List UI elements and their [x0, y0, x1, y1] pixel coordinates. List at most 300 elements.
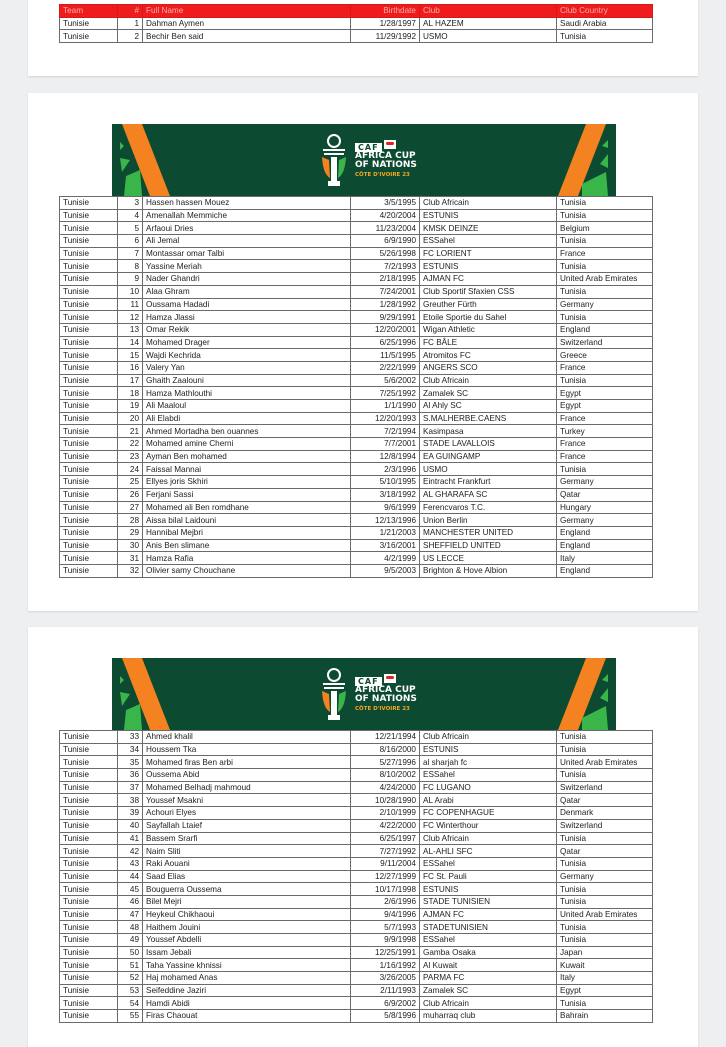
cell-number: 48 [118, 921, 143, 934]
cell-team: Tunisie [60, 209, 118, 222]
cell-club: S.MALHERBE.CAENS [420, 412, 557, 425]
cell-birthdate: 7/2/1993 [351, 260, 420, 273]
cell-number: 3 [118, 197, 143, 210]
cell-number: 43 [118, 857, 143, 870]
cell-birthdate: 11/23/2004 [351, 222, 420, 235]
cell-club-country: United Arab Emirates [557, 908, 653, 921]
cell-club-country: Switzerland [557, 781, 653, 794]
table-row [60, 311, 653, 324]
header-team: Team [60, 5, 118, 18]
cell-number: 6 [118, 235, 143, 248]
cell-team: Tunisie [60, 819, 118, 832]
table-row [60, 387, 653, 400]
cell-birthdate: 5/8/1996 [351, 1010, 420, 1023]
cell-team: Tunisie [60, 349, 118, 362]
cell-club-country: Tunisia [557, 743, 653, 756]
cell-club-country: Tunisia [557, 311, 653, 324]
cell-full-name: Ahmed khalil [143, 731, 351, 744]
cell-full-name: Omar Rekik [143, 323, 351, 336]
table-row [60, 564, 653, 577]
cell-club-country: Belgium [557, 222, 653, 235]
cell-birthdate: 1/28/1992 [351, 298, 420, 311]
cell-number: 2 [118, 30, 143, 43]
cell-number: 11 [118, 298, 143, 311]
cell-full-name: Valery Yan [143, 361, 351, 374]
cell-full-name: Haithem Jouini [143, 921, 351, 934]
cell-full-name: Ayman Ben mohamed [143, 450, 351, 463]
cell-club-country: Tunisia [557, 463, 653, 476]
cell-number: 40 [118, 819, 143, 832]
afcon-logo [317, 132, 417, 190]
cell-birthdate: 3/16/2001 [351, 539, 420, 552]
cell-full-name: Ghaith Zaalouni [143, 374, 351, 387]
document-page-2 [28, 93, 698, 611]
cell-full-name: Ali Jemal [143, 235, 351, 248]
cell-club-country: Tunisia [557, 857, 653, 870]
cell-club-country: Tunisia [557, 997, 653, 1010]
cell-birthdate: 2/6/1996 [351, 895, 420, 908]
cell-club: US LECCE [420, 552, 557, 565]
players-table-page-2 [59, 196, 653, 578]
cell-number: 13 [118, 323, 143, 336]
cell-number: 28 [118, 514, 143, 527]
cell-number: 14 [118, 336, 143, 349]
table-row [60, 349, 653, 362]
cell-club: FC LORIENT [420, 247, 557, 260]
cell-team: Tunisie [60, 463, 118, 476]
cell-club-country: Hungary [557, 501, 653, 514]
cell-number: 38 [118, 794, 143, 807]
cell-team: Tunisie [60, 336, 118, 349]
cell-club-country: Tunisia [557, 769, 653, 782]
cell-number: 17 [118, 374, 143, 387]
cell-full-name: Achouri Elyes [143, 807, 351, 820]
cell-birthdate: 12/21/1994 [351, 731, 420, 744]
cell-club-country: Tunisia [557, 30, 653, 43]
cell-club: Club Africain [420, 997, 557, 1010]
table-row [60, 400, 653, 413]
cell-club: Club Africain [420, 731, 557, 744]
cell-club-country: France [557, 450, 653, 463]
cell-club: muharraq club [420, 1010, 557, 1023]
cell-number: 20 [118, 412, 143, 425]
cell-team: Tunisie [60, 361, 118, 374]
cell-club: STADE TUNISIEN [420, 895, 557, 908]
cell-team: Tunisie [60, 1010, 118, 1023]
cell-full-name: Raki Aouani [143, 857, 351, 870]
cell-club-country: Egypt [557, 400, 653, 413]
cell-team: Tunisie [60, 514, 118, 527]
cell-team: Tunisie [60, 222, 118, 235]
table-row [60, 361, 653, 374]
table-row [60, 425, 653, 438]
cell-birthdate: 12/25/1991 [351, 946, 420, 959]
table-row [60, 984, 653, 997]
cell-number: 55 [118, 1010, 143, 1023]
logo-subtitle: CÔTE D'IVOIRE 23 [355, 172, 410, 178]
cell-full-name: Bouguerra Oussema [143, 883, 351, 896]
cell-club-country: Tunisia [557, 235, 653, 248]
cell-team: Tunisie [60, 450, 118, 463]
table-row [60, 883, 653, 896]
cell-team: Tunisie [60, 934, 118, 947]
cell-club: USMO [420, 30, 557, 43]
cell-full-name: Seifeddine Jaziri [143, 984, 351, 997]
cell-club-country: Germany [557, 870, 653, 883]
cell-number: 23 [118, 450, 143, 463]
table-row [60, 197, 653, 210]
cell-number: 24 [118, 463, 143, 476]
cell-club-country: Tunisia [557, 209, 653, 222]
cell-team: Tunisie [60, 539, 118, 552]
cell-birthdate: 7/2/1994 [351, 425, 420, 438]
cell-birthdate: 6/25/1996 [351, 336, 420, 349]
cell-club-country: England [557, 564, 653, 577]
cell-full-name: Hannibal Mejbri [143, 526, 351, 539]
afcon-banner [112, 658, 616, 730]
cell-club: Atromitos FC [420, 349, 557, 362]
cell-full-name: Mohamed ali Ben romdhane [143, 501, 351, 514]
table-row [60, 514, 653, 527]
cell-club-country: Egypt [557, 387, 653, 400]
cell-birthdate: 9/11/2004 [351, 857, 420, 870]
table-row [60, 374, 653, 387]
cell-number: 45 [118, 883, 143, 896]
table-row [60, 946, 653, 959]
document-page-1 [28, 0, 698, 76]
cell-team: Tunisie [60, 323, 118, 336]
table-row [60, 488, 653, 501]
cell-full-name: Mohamed Belhadj mahmoud [143, 781, 351, 794]
table-row [60, 972, 653, 985]
cell-full-name: Aissa bilal Laidouni [143, 514, 351, 527]
cell-full-name: Amenallah Memmiche [143, 209, 351, 222]
table-row [60, 450, 653, 463]
cell-club: AJMAN FC [420, 273, 557, 286]
cell-birthdate: 3/26/2005 [351, 972, 420, 985]
cell-club: ESTUNIS [420, 743, 557, 756]
cell-team: Tunisie [60, 756, 118, 769]
cell-full-name: Ellyes joris Skhiri [143, 476, 351, 489]
cell-full-name: Mohamed amine Cherni [143, 438, 351, 451]
cell-number: 49 [118, 934, 143, 947]
cell-club: FC Winterthour [420, 819, 557, 832]
cell-team: Tunisie [60, 273, 118, 286]
caf-brand: CAF [355, 143, 382, 152]
cell-full-name: Bilel Mejri [143, 895, 351, 908]
cell-club-country: Tunisia [557, 197, 653, 210]
cell-full-name: Montassar omar Talbi [143, 247, 351, 260]
logo-subtitle: CÔTE D'IVOIRE 23 [355, 706, 410, 712]
cell-team: Tunisie [60, 959, 118, 972]
cell-birthdate: 8/16/2000 [351, 743, 420, 756]
cell-number: 39 [118, 807, 143, 820]
table-row [60, 845, 653, 858]
cell-club-country: Saudi Arabia [557, 17, 653, 30]
cell-club: AL HAZEM [420, 17, 557, 30]
cell-team: Tunisie [60, 946, 118, 959]
cell-number: 44 [118, 870, 143, 883]
cell-birthdate: 12/20/2001 [351, 323, 420, 336]
cell-club: Brighton & Hove Albion [420, 564, 557, 577]
cell-club-country: Tunisia [557, 731, 653, 744]
cell-club-country: Tunisia [557, 934, 653, 947]
cell-team: Tunisie [60, 895, 118, 908]
cell-full-name: Bechir Ben said [143, 30, 351, 43]
cell-club: MANCHESTER UNITED [420, 526, 557, 539]
cell-club-country: Germany [557, 298, 653, 311]
cell-club: STADETUNISIEN [420, 921, 557, 934]
cell-birthdate: 3/18/1992 [351, 488, 420, 501]
cell-birthdate: 10/28/1990 [351, 794, 420, 807]
cell-club-country: France [557, 247, 653, 260]
logo-title-line2: OF NATIONS [355, 694, 417, 704]
cell-club-country: Japan [557, 946, 653, 959]
cell-full-name: Hamza Mathlouthi [143, 387, 351, 400]
cell-birthdate: 2/11/1993 [351, 984, 420, 997]
players-table-page-1 [59, 4, 653, 43]
cell-birthdate: 10/17/1998 [351, 883, 420, 896]
table-row [60, 832, 653, 845]
cell-club-country: Qatar [557, 488, 653, 501]
afcon-logo-text [355, 674, 417, 714]
cell-club: Kasimpasa [420, 425, 557, 438]
cell-full-name: Hassen hassen Mouez [143, 197, 351, 210]
trophy-icon [317, 666, 351, 724]
cell-club-country: United Arab Emirates [557, 756, 653, 769]
cell-birthdate: 9/9/1998 [351, 934, 420, 947]
cell-full-name: Dahman Aymen [143, 17, 351, 30]
cell-club-country: Tunisia [557, 895, 653, 908]
cell-birthdate: 7/7/2001 [351, 438, 420, 451]
table-row [60, 336, 653, 349]
sponsor-icon [384, 674, 396, 683]
cell-number: 46 [118, 895, 143, 908]
table-row [60, 30, 653, 43]
cell-club-country: Kuwait [557, 959, 653, 972]
table-row [60, 526, 653, 539]
table-row [60, 1010, 653, 1023]
cell-birthdate: 1/28/1997 [351, 17, 420, 30]
cell-number: 51 [118, 959, 143, 972]
table-row [60, 247, 653, 260]
table-row [60, 476, 653, 489]
table-row [60, 17, 653, 30]
cell-full-name: Heykeul Chikhaoui [143, 908, 351, 921]
cell-number: 7 [118, 247, 143, 260]
table-row [60, 895, 653, 908]
cell-number: 33 [118, 731, 143, 744]
cell-birthdate: 6/9/2002 [351, 997, 420, 1010]
cell-team: Tunisie [60, 845, 118, 858]
table-row [60, 323, 653, 336]
cell-full-name: Alaa Ghram [143, 285, 351, 298]
cell-full-name: Yassine Meriah [143, 260, 351, 273]
cell-club: FC BÂLE [420, 336, 557, 349]
table-row [60, 731, 653, 744]
cell-team: Tunisie [60, 285, 118, 298]
cell-club-country: Turkey [557, 425, 653, 438]
cell-club: ESSahel [420, 769, 557, 782]
cell-club-country: Tunisia [557, 883, 653, 896]
cell-birthdate: 1/16/1992 [351, 959, 420, 972]
cell-number: 27 [118, 501, 143, 514]
cell-birthdate: 4/2/1999 [351, 552, 420, 565]
cell-number: 1 [118, 17, 143, 30]
afcon-banner [112, 124, 616, 196]
cell-birthdate: 9/29/1991 [351, 311, 420, 324]
cell-birthdate: 5/26/1998 [351, 247, 420, 260]
cell-team: Tunisie [60, 247, 118, 260]
cell-team: Tunisie [60, 501, 118, 514]
cell-birthdate: 1/1/1990 [351, 400, 420, 413]
cell-birthdate: 6/25/1997 [351, 832, 420, 845]
cell-birthdate: 7/27/1992 [351, 845, 420, 858]
table-header-row [60, 5, 653, 18]
cell-club: ESSahel [420, 235, 557, 248]
cell-team: Tunisie [60, 400, 118, 413]
cell-number: 25 [118, 476, 143, 489]
cell-club: SHEFFIELD UNITED [420, 539, 557, 552]
table-row [60, 222, 653, 235]
table-row [60, 298, 653, 311]
cell-birthdate: 7/24/2001 [351, 285, 420, 298]
cell-club: KMSK DEINZE [420, 222, 557, 235]
cell-number: 8 [118, 260, 143, 273]
cell-birthdate: 4/24/2000 [351, 781, 420, 794]
cell-club: Etoile Sportie du Sahel [420, 311, 557, 324]
cell-number: 5 [118, 222, 143, 235]
sponsor-icon [384, 140, 396, 149]
cell-club: FC LUGANO [420, 781, 557, 794]
cell-birthdate: 8/10/2002 [351, 769, 420, 782]
cell-full-name: Ferjani Sassi [143, 488, 351, 501]
afcon-logo [317, 666, 417, 724]
table-row [60, 209, 653, 222]
cell-number: 12 [118, 311, 143, 324]
table-row [60, 743, 653, 756]
logo-title-line1: AFRICA CUP [355, 685, 416, 695]
cell-number: 19 [118, 400, 143, 413]
cell-full-name: Oussema Abid [143, 769, 351, 782]
cell-team: Tunisie [60, 769, 118, 782]
cell-team: Tunisie [60, 883, 118, 896]
cell-birthdate: 5/10/1995 [351, 476, 420, 489]
cell-club-country: Tunisia [557, 260, 653, 273]
cell-club: Club Africain [420, 374, 557, 387]
table-row [60, 870, 653, 883]
cell-club: AJMAN FC [420, 908, 557, 921]
cell-club-country: Italy [557, 552, 653, 565]
cell-birthdate: 12/20/1993 [351, 412, 420, 425]
cell-number: 41 [118, 832, 143, 845]
cell-number: 4 [118, 209, 143, 222]
cell-full-name: Taha Yassine khnissi [143, 959, 351, 972]
caf-brand: CAF [355, 677, 382, 686]
cell-number: 50 [118, 946, 143, 959]
cell-club-country: Tunisia [557, 832, 653, 845]
cell-number: 36 [118, 769, 143, 782]
cell-birthdate: 9/6/1999 [351, 501, 420, 514]
cell-club: ANGERS SCO [420, 361, 557, 374]
table-row [60, 781, 653, 794]
cell-birthdate: 2/18/1995 [351, 273, 420, 286]
cell-club-country: Tunisia [557, 921, 653, 934]
cell-birthdate: 6/9/1990 [351, 235, 420, 248]
cell-club: AL GHARAFA SC [420, 488, 557, 501]
cell-full-name: Olivier samy Chouchane [143, 564, 351, 577]
cell-number: 42 [118, 845, 143, 858]
cell-club: PARMA FC [420, 972, 557, 985]
cell-team: Tunisie [60, 488, 118, 501]
cell-full-name: Saad Elias [143, 870, 351, 883]
cell-club: Wigan Athletic [420, 323, 557, 336]
cell-birthdate: 9/4/1996 [351, 908, 420, 921]
cell-team: Tunisie [60, 731, 118, 744]
cell-club-country: France [557, 361, 653, 374]
header-club-country: Club Country [557, 5, 653, 18]
table-row [60, 769, 653, 782]
cell-team: Tunisie [60, 412, 118, 425]
cell-birthdate: 2/22/1999 [351, 361, 420, 374]
cell-full-name: Bassem Srarfi [143, 832, 351, 845]
header-birthdate: Birthdate [351, 5, 420, 18]
cell-full-name: Naim Sliti [143, 845, 351, 858]
cell-team: Tunisie [60, 921, 118, 934]
cell-birthdate: 2/3/1996 [351, 463, 420, 476]
table-row [60, 921, 653, 934]
table-row [60, 285, 653, 298]
cell-club: Greuther Fürth [420, 298, 557, 311]
cell-club-country: Switzerland [557, 336, 653, 349]
table-row [60, 959, 653, 972]
cell-club-country: Qatar [557, 794, 653, 807]
cell-full-name: Ahmed Mortadha ben ouannes [143, 425, 351, 438]
cell-team: Tunisie [60, 438, 118, 451]
table-row [60, 260, 653, 273]
cell-full-name: Faissal Mannai [143, 463, 351, 476]
cell-birthdate: 5/27/1996 [351, 756, 420, 769]
cell-team: Tunisie [60, 794, 118, 807]
cell-birthdate: 4/22/2000 [351, 819, 420, 832]
cell-club-country: Germany [557, 514, 653, 527]
cell-club: Eintracht Frankfurt [420, 476, 557, 489]
cell-birthdate: 3/5/1995 [351, 197, 420, 210]
cell-club-country: France [557, 438, 653, 451]
cell-birthdate: 12/13/1996 [351, 514, 420, 527]
cell-club-country: Greece [557, 349, 653, 362]
cell-club: FC COPENHAGUE [420, 807, 557, 820]
cell-team: Tunisie [60, 197, 118, 210]
cell-birthdate: 12/8/1994 [351, 450, 420, 463]
document-page-3 [28, 627, 698, 1047]
cell-club: FC St. Pauli [420, 870, 557, 883]
cell-club: Union Berlin [420, 514, 557, 527]
cell-full-name: Youssef Abdelli [143, 934, 351, 947]
cell-club-country: Italy [557, 972, 653, 985]
cell-number: 54 [118, 997, 143, 1010]
cell-club: STADE LAVALLOIS [420, 438, 557, 451]
cell-team: Tunisie [60, 30, 118, 43]
table-row [60, 438, 653, 451]
cell-club-country: Bahrain [557, 1010, 653, 1023]
cell-team: Tunisie [60, 552, 118, 565]
cell-full-name: Hamdi Abidi [143, 997, 351, 1010]
players-table-page-3 [59, 730, 653, 1023]
cell-club: ESTUNIS [420, 260, 557, 273]
cell-club: Zamalek SC [420, 387, 557, 400]
cell-number: 34 [118, 743, 143, 756]
